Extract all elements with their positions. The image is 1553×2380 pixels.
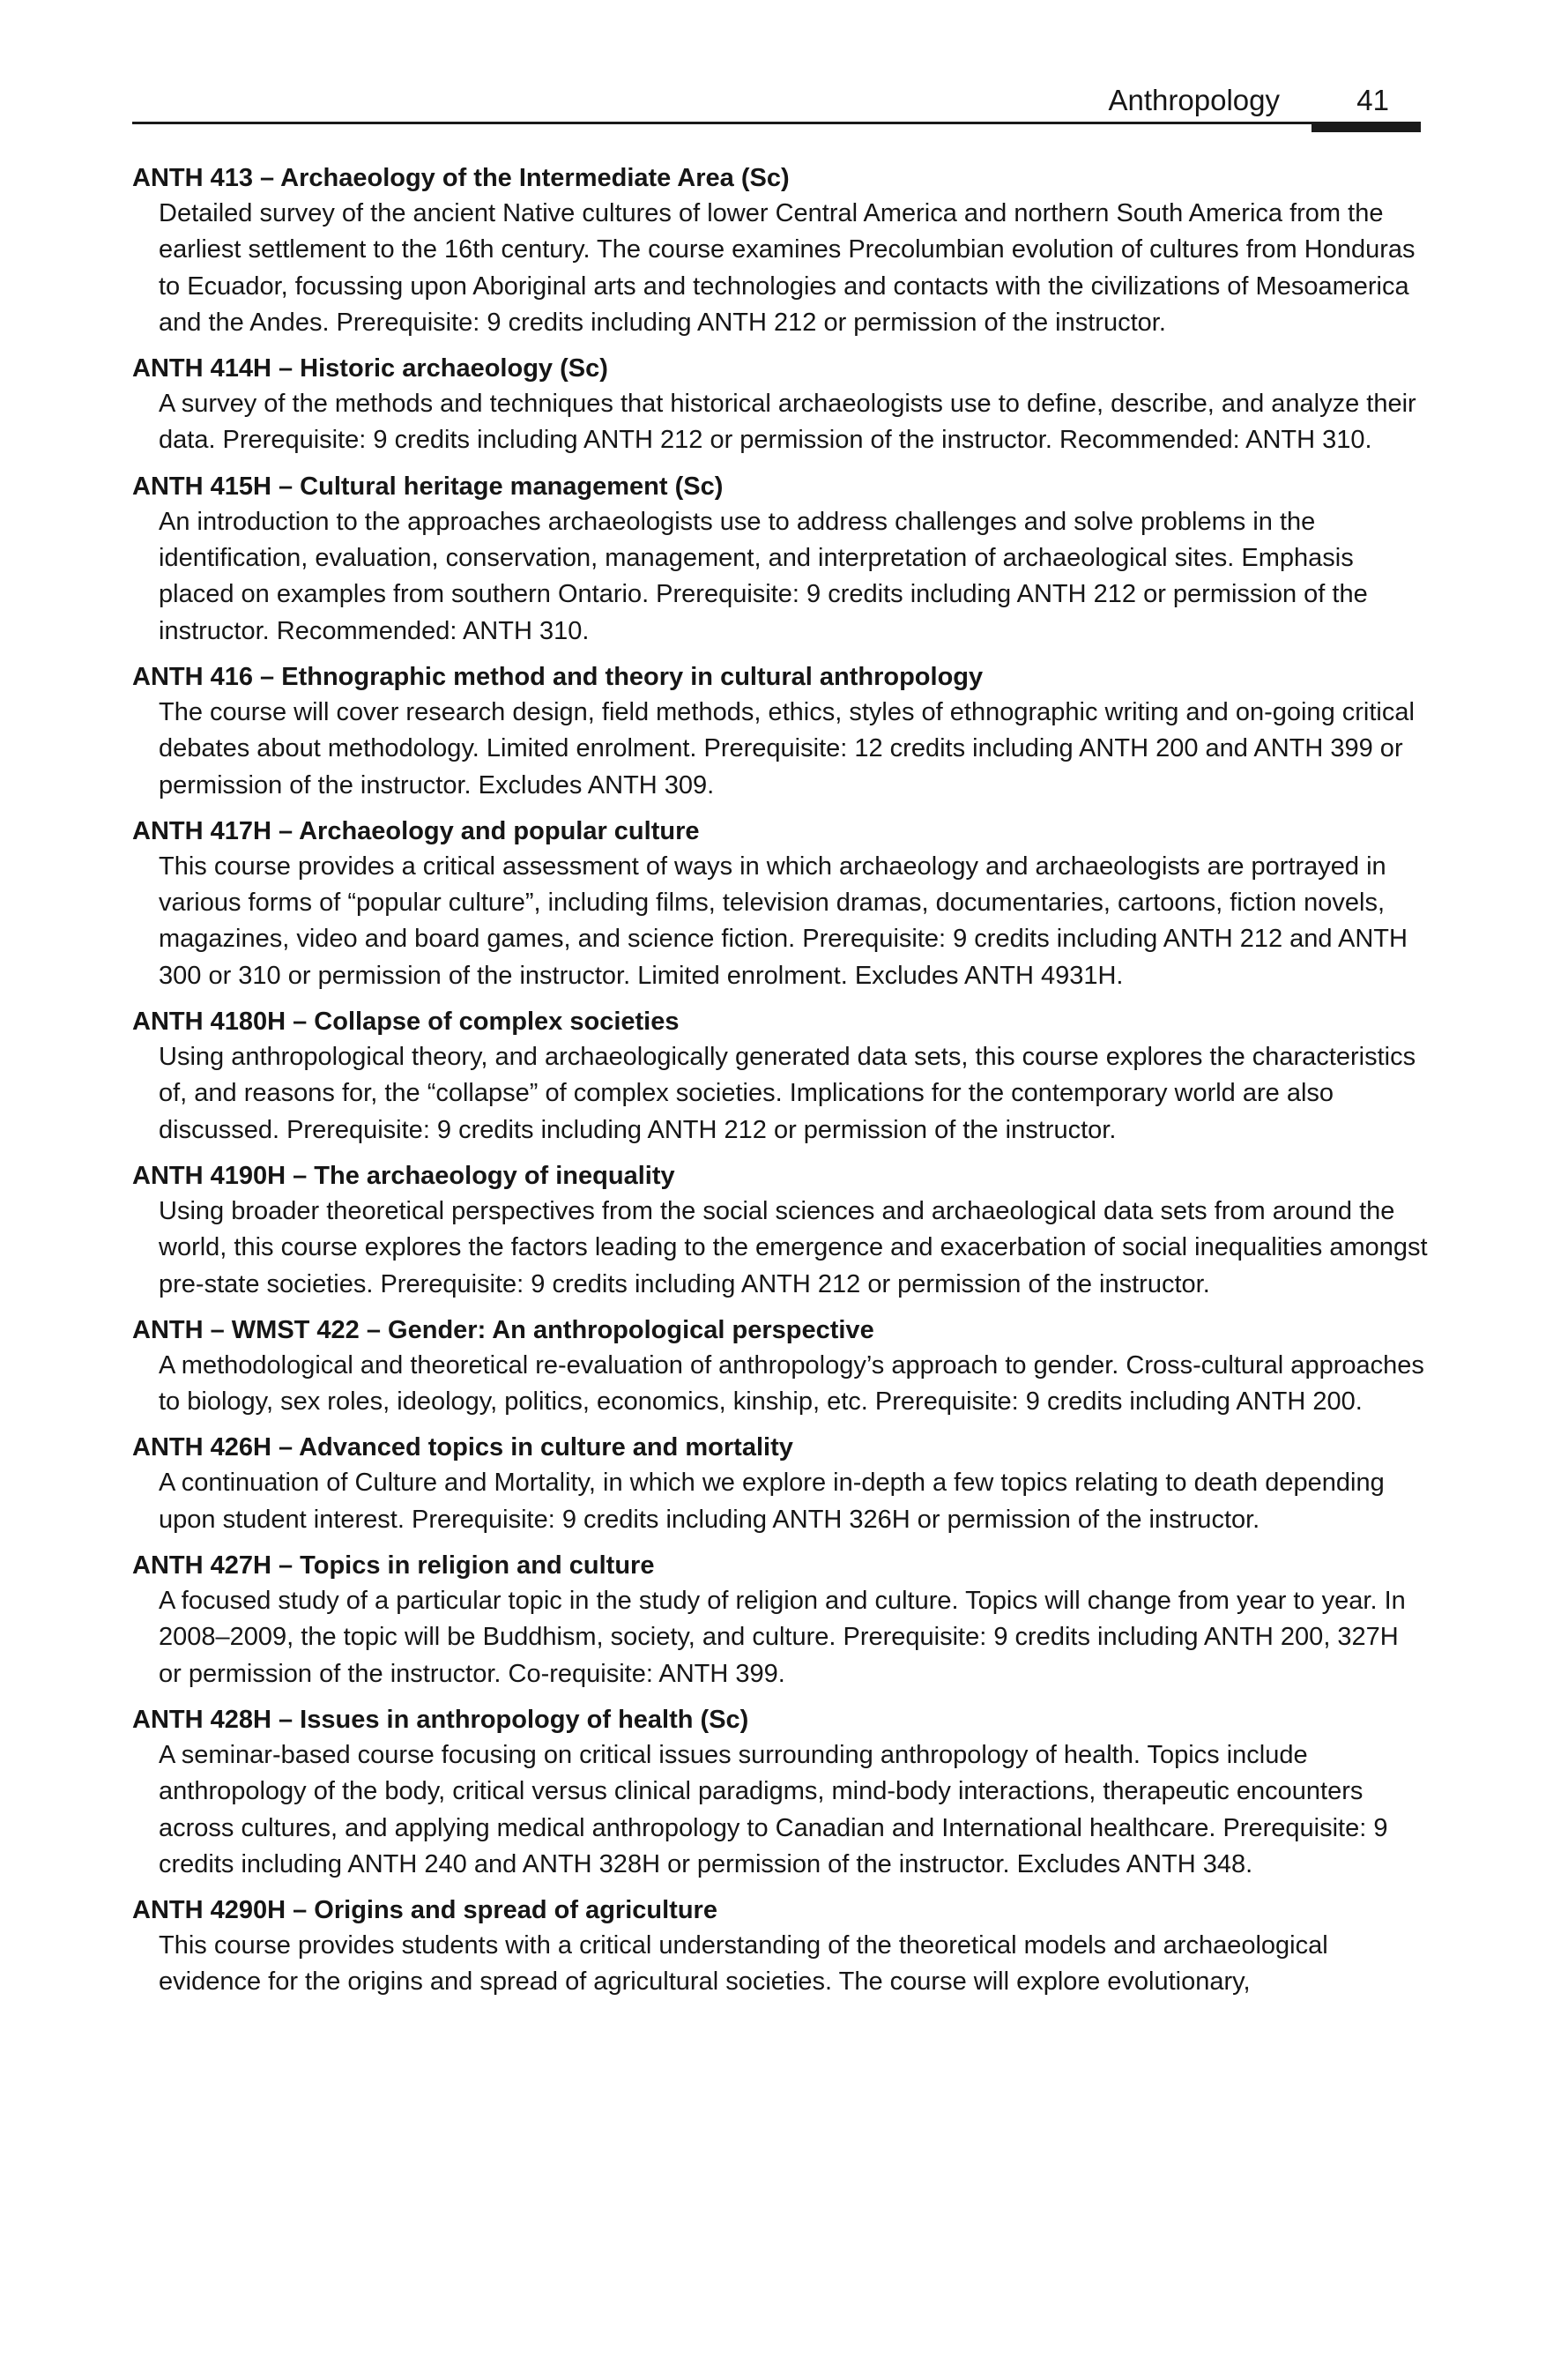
course-entry xyxy=(132,1549,1428,1692)
header-rule xyxy=(132,122,1421,124)
course-description: A seminar-based course focusing on critical issues surrounding anthropology of health. Topics include anthropology of the body, critical versus clinical paradigms, mind-body interactions, therapeutic encounters across cultures, and applying medical anthropology to Canadian and International healthcare. Prerequisite: 9 credits including ANTH 240 and ANTH 328H or permission of the instructor. Excludes ANTH 348. xyxy=(159,1740,1388,1878)
course-description: The course will cover research design, field methods, ethics, styles of ethnographic writing and on-going critical debates about methodology. Limited enrolment. Prerequisite: 12 credits including ANTH 200 and ANTH 399 or permission of the instructor. Excludes ANTH 309. xyxy=(159,697,1415,800)
course-description: Detailed survey of the ancient Native cultures of lower Central America and northern South America from the earliest settlement to the 16th century. The course examines Precolumbian evolution of cultures from Honduras to Ecuador, focussing upon Aboriginal arts and technologies and contacts with the civilizations of Mesoamerica and the Andes. Prerequisite: 9 credits including ANTH 212 or permission of the instructor. xyxy=(159,199,1416,337)
course-title: ANTH – WMST 422 – Gender: An anthropological perspective xyxy=(132,1315,874,1344)
course-title: ANTH 4190H – The archaeology of inequality xyxy=(132,1161,675,1190)
course-description: A focused study of a particular topic in the study of religion and culture. Topics will change from year to year. In 2008–2009, the topic will be Buddhism, society, and culture. Prerequisite: 9 credits including ANTH 200, 327H or permission of the instructor. Co-requisite: ANTH 399. xyxy=(159,1587,1406,1688)
page-number: 41 xyxy=(1356,84,1389,116)
course-title: ANTH 428H – Issues in anthropology of health (Sc) xyxy=(132,1705,749,1734)
course-title: ANTH 416 – Ethnographic method and theory in cultural anthropology xyxy=(132,662,984,691)
course-entry xyxy=(132,814,1428,994)
course-description: This course provides a critical assessment of ways in which archaeology and archaeologists are portrayed in various forms of “popular culture”, including films, television dramas, documentaries, cartoons, fiction novels, magazines, video and board games, and science fiction. Prerequisite: 9 credits including ANTH 212 and ANTH 300 or 310 or permission of the instructor. Limited enrolment. Excludes ANTH 4931H. xyxy=(159,852,1408,990)
course-entry xyxy=(132,1313,1428,1421)
course-entry xyxy=(132,1159,1428,1303)
course-description: An introduction to the approaches archaeologists use to address challenges and solve problems in the identification, evaluation, conservation, management, and interpretation of archaeological sites. Emphasis placed on examples from southern Ontario. Prerequisite: 9 credits including ANTH 212 or permission of the instructor. Recommended: ANTH 310. xyxy=(159,507,1368,645)
course-description: This course provides students with a critical understanding of the theoretical models and archaeological evidence for the origins and spread of agricultural societies. The course will explore evolutionary, xyxy=(159,1931,1328,1997)
course-title: ANTH 426H – Advanced topics in culture and mortality xyxy=(132,1433,793,1462)
course-title: ANTH 414H – Historic archaeology (Sc) xyxy=(132,354,608,383)
course-title: ANTH 427H – Topics in religion and culture xyxy=(132,1551,655,1580)
course-entry xyxy=(132,161,1428,341)
course-entry xyxy=(132,352,1428,459)
course-description: Using broader theoretical perspectives from the social sciences and archaeological data sets from around the world, this course explores the factors leading to the emergence and exacerbation of social inequalities amongst pre-state societies. Prerequisite: 9 credits including ANTH 212 or permission of the instructor. xyxy=(159,1196,1428,1298)
course-description: A methodological and theoretical re-evaluation of anthropology’s approach to gender. Cross-cultural approaches to biology, sex roles, ideology, politics, economics, kinship, etc. Prerequisite: 9 credits including ANTH 200. xyxy=(159,1350,1424,1417)
course-title: ANTH 4290H – Origins and spread of agriculture xyxy=(132,1896,717,1925)
course-entry xyxy=(132,1005,1428,1149)
course-description: Using anthropological theory, and archaeologically generated data sets, this course explores the characteristics of, and reasons for, the “collapse” of complex societies. Implications for the contemporary world are also discussed. Prerequisite: 9 credits including ANTH 212 or permission of the instructor. xyxy=(159,1043,1416,1144)
page-header xyxy=(132,83,1421,136)
course-entry xyxy=(132,1893,1428,2001)
course-list xyxy=(132,161,1428,2012)
course-entry xyxy=(132,660,1428,804)
course-entry xyxy=(132,1703,1428,1883)
course-entry xyxy=(132,1431,1428,1538)
course-title: ANTH 4180H – Collapse of complex societies xyxy=(132,1008,680,1037)
course-title: ANTH 413 – Archaeology of the Intermediate Area (Sc) xyxy=(132,164,790,192)
course-description: A survey of the methods and techniques that historical archaeologists use to define, describe, and analyze their data. Prerequisite: 9 credits including ANTH 212 or permission of the instructor. Recommended: ANTH 310. xyxy=(159,390,1416,455)
course-title: ANTH 415H – Cultural heritage management (Sc) xyxy=(132,472,724,501)
running-head: Anthropology xyxy=(1108,84,1280,116)
header-tab xyxy=(1312,122,1421,132)
course-title: ANTH 417H – Archaeology and popular culture xyxy=(132,816,700,845)
course-description: A continuation of Culture and Mortality, in which we explore in-depth a few topics relating to death depending upon student interest. Prerequisite: 9 credits including ANTH 326H or permission of the instructor. xyxy=(159,1469,1385,1534)
course-entry xyxy=(132,470,1428,650)
